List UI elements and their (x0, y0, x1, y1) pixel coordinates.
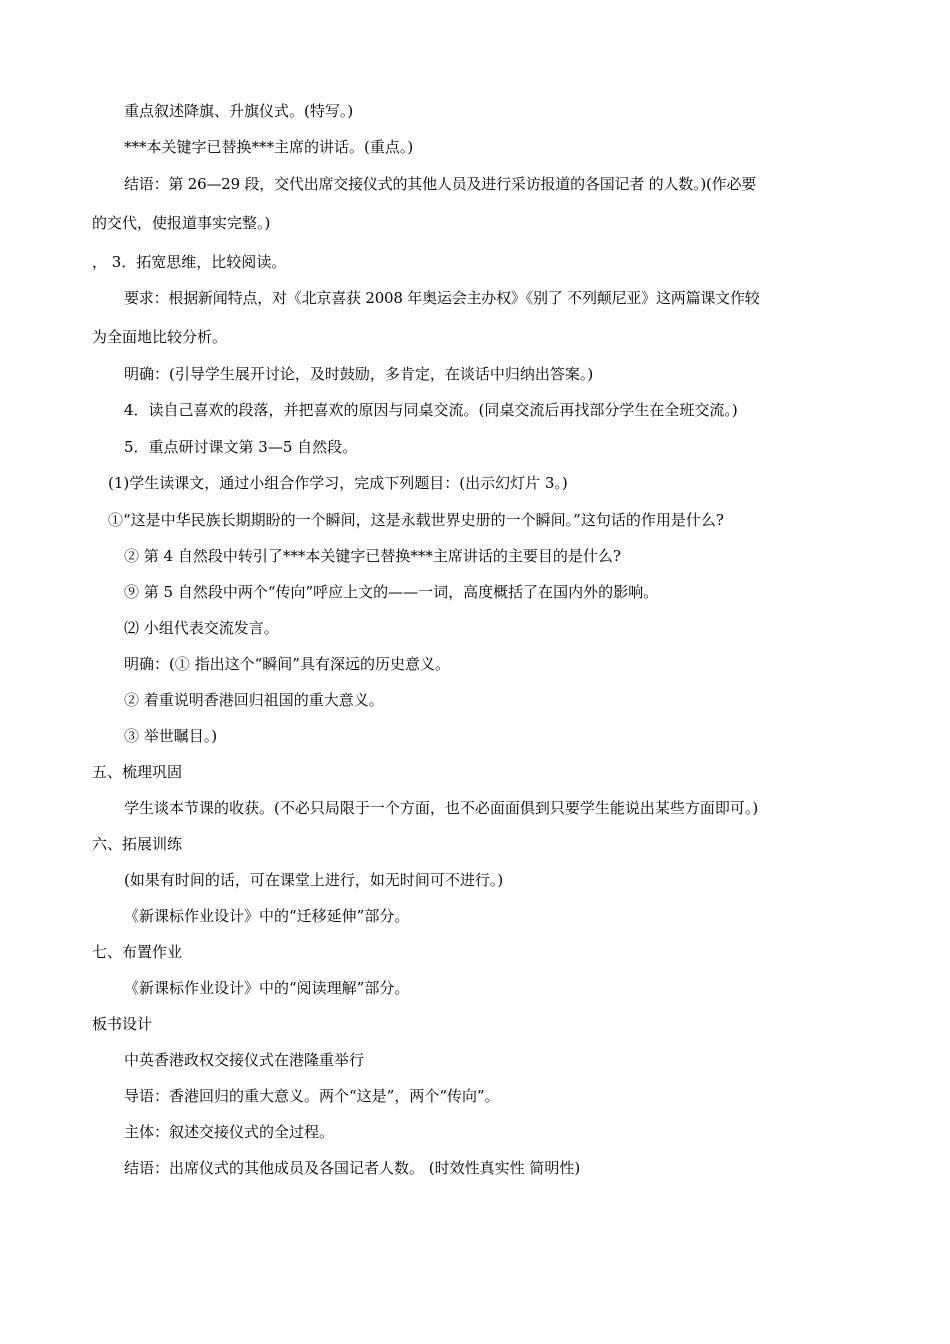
section-heading: 六、拓展训练 (92, 835, 183, 853)
text-line: ③ 举世瞩目。) (124, 727, 218, 745)
text-line: ② 着重说明香港回归祖国的重大意义。 (124, 691, 384, 709)
text-line: 导语：香港回归的重大意义。两个“这是”，两个“传向”。 (124, 1087, 500, 1105)
text-line: ⑨ 第 5 自然段中两个“传向”呼应上文的——一词，高度概括了在国内外的影响。 (124, 583, 659, 601)
section-heading: 五、梳理巩固 (92, 763, 183, 781)
text-line: 结语：出席仪式的其他成员及各国记者人数。 (时效性真实性 简明性) (124, 1159, 581, 1177)
text-line: 为全面地比较分析。 (92, 328, 228, 346)
text-line: 5．重点研讨课文第 3—5 自然段。 (124, 438, 358, 456)
text-line: (如果有时间的话，可在课堂上进行，如无时间可不进行。) (124, 871, 504, 889)
text-line: 结语：第 26—29 段，交代出席交接仪式的其他人员及进行采访报道的各国记者 的人数。)(作必要 (124, 175, 757, 193)
text-line: 明确：(① 指出这个“瞬间”具有深远的历史意义。 (124, 655, 450, 673)
text-line: ⑵ 小组代表交流发言。 (124, 619, 279, 637)
text-line: ***本关键字已替换***主席的讲话。(重点。) (124, 138, 414, 156)
text-line: 的交代，使报道事实完整。) (92, 214, 271, 232)
text-line: ， 3．拓宽思维，比较阅读。 (92, 253, 287, 271)
text-line: ② 第 4 自然段中转引了***本关键字已替换***主席讲话的主要目的是什么? (124, 547, 621, 565)
text-line: (1)学生读课文，通过小组合作学习，完成下列题目：(出示幻灯片 3。) (108, 474, 568, 492)
text-line: 要求：根据新闻特点，对《北京喜获 2008 年奥运会主办权》《别了 不列颠尼亚》这两篇课文作较 (124, 289, 760, 307)
text-line: 重点叙述降旗、升旗仪式。(特写。) (124, 102, 354, 120)
text-line: 学生谈本节课的收获。(不必只局限于一个方面，也不必面面俱到只要学生能说出某些方面即可。) (124, 799, 759, 817)
section-heading: 七、布置作业 (92, 943, 183, 961)
section-heading: 板书设计 (92, 1015, 153, 1033)
text-line: 中英香港政权交接仪式在港隆重举行 (124, 1051, 365, 1069)
text-line: ①“这是中华民族长期期盼的一个瞬间，这是永载世界史册的一个瞬间。”这句话的作用是什么? (108, 511, 724, 529)
text-line: 明确：(引导学生展开讨论，及时鼓励，多肯定，在谈话中归纳出答案。) (124, 365, 594, 383)
text-line: 《新课标作业设计》中的“迁移延伸”部分。 (124, 907, 410, 925)
text-line: 《新课标作业设计》中的“阅读理解”部分。 (124, 979, 410, 997)
text-line: 主体：叙述交接仪式的全过程。 (124, 1123, 335, 1141)
text-line: 4．读自己喜欢的段落，并把喜欢的原因与同桌交流。(同桌交流后再找部分学生在全班交流。) (124, 401, 738, 419)
